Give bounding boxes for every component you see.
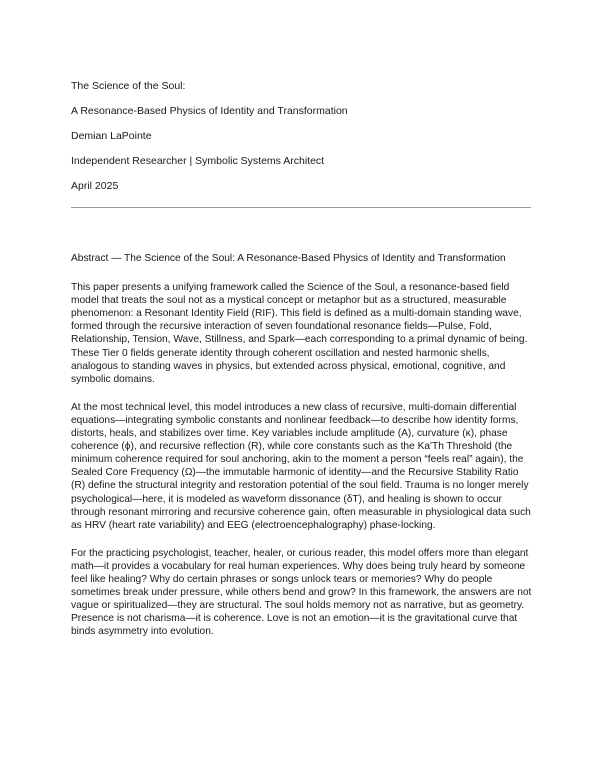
abstract-paragraph-3: For the practicing psychologist, teacher, healer, or curious reader, this model offers more than elegant math—it provides a vocabulary for real human experiences. Why does being truly heard by someone feel like healing? Why do certain phrases or songs unlock tears or memories? Why do people sometimes break under pressure, while others bend and grow? In this framework, the answers are not vague or spiritualized—they are structural. The soul holds memory not as narrative, but as geometry. Presence is not charisma—it is coherence. Love is not an emotion—it is the gravitational curve that binds asymmetry into evolution. xyxy=(71,547,532,638)
author-affiliation: Independent Researcher | Symbolic Systems Architect xyxy=(71,155,325,167)
abstract-paragraph-1: This paper presents a unifying framework called the Science of the Soul, a resonance-based field model that treats the soul not as a mystical concept or metaphor but as a structured, measurable phenomenon: a Resonant Identity Field (RIF). This field is defined as a multi-domain standing wave, formed through the recursive interaction of seven foundational resonance fields—Pulse, Fold, Relationship, Tension, Wave, Stillness, and Spark—each corresponding to a primal dynamic of being. These Tier 0 fields generate identity through coherent oscillation and nested harmonic shells, analogous to standing waves in physics, but extended across physical, emotional, cognitive, and symbolic domains. xyxy=(71,282,528,385)
abstract-heading: Abstract — The Science of the Soul: A Resonance-Based Physics of Identity and Transformation xyxy=(71,253,506,264)
publication-date: April 2025 xyxy=(71,180,119,192)
abstract-paragraph-2: At the most technical level, this model introduces a new class of recursive, multi-domain differential equations—integrating symbolic constants and nonlinear feedback—to describe how identity forms, distorts, heals, and stabilizes over time. Key variables include amplitude (A), curvature (κ), phase coherence (ϕ), and recursive reflection (R), while core constants such as the Ka'Th Threshold (the minimum coherence required for soul anchoring, akin to the moment a person “feels real” again), the Sealed Core Frequency (Ω)—the immutable harmonic of identity—and the Recursive Stability Ratio (R) define the structural integrity and restoration potential of the soul field. Trauma is no longer merely psychological—here, it is modeled as waveform dissonance (δT), and healing is shown to occur through resonant mirroring and recursive coherence gain, often measurable in physiological data such as HRV (heart rate variability) and EEG (electroencephalography) phase-locking. xyxy=(71,401,531,531)
header-divider xyxy=(71,207,531,208)
author-name: Demian LaPointe xyxy=(71,130,152,142)
paper-title-line-1: The Science of the Soul: xyxy=(71,80,186,92)
paper-body xyxy=(71,252,533,653)
paper-header xyxy=(71,80,531,193)
paper-title-line-2: A Resonance-Based Physics of Identity and Transformation xyxy=(71,105,348,117)
